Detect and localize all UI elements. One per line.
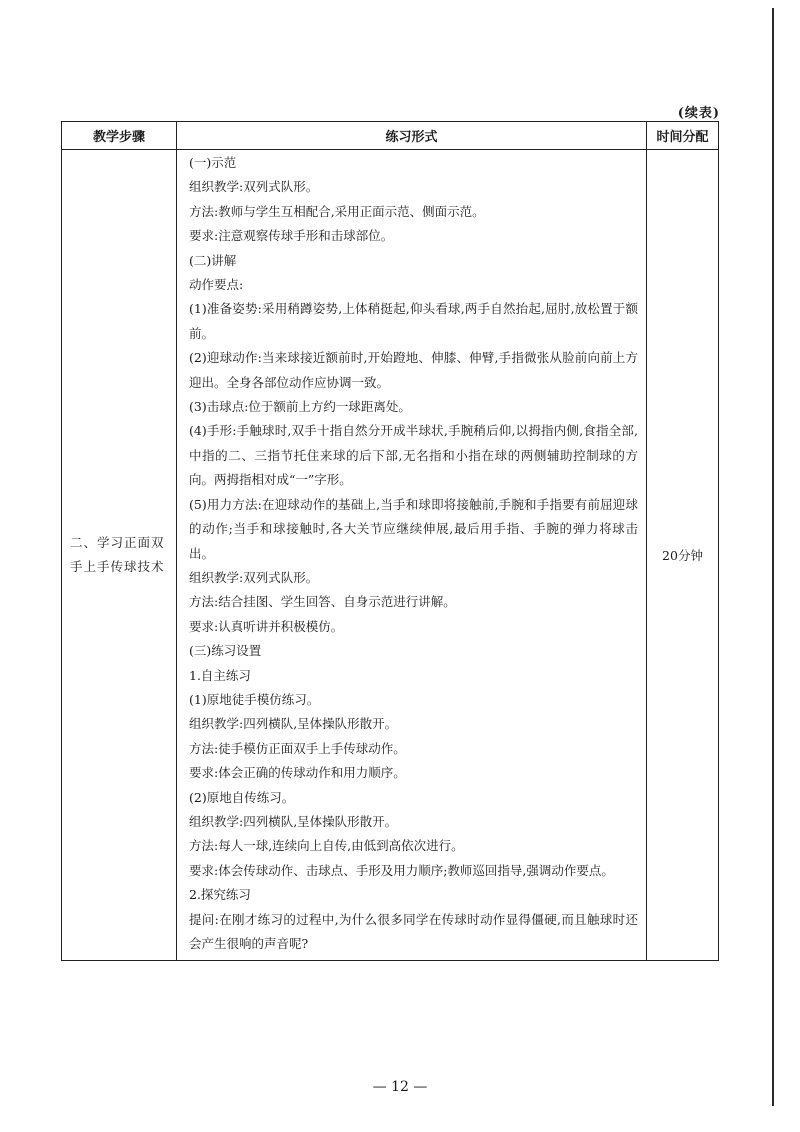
content-paragraph: 要求:体会传球动作、击球点、手形及用力顺序;教师巡回指导,强调动作要点。 [189,862,614,878]
content-paragraph: (5)用力方法:在迎球动作的基础上,当手和球即将接触前,手腕和手指要有前屈迎球的动作;当手和球接触时,各大关节应继续伸展,最后用手指、手腕的弹力将球击出。 [189,496,638,561]
content-line: 方法:每人一球,连续向上自传,由低到高依次进行。 [189,838,464,854]
content-line: 方法:徒手模仿正面双手上手传球动作。 [189,740,406,756]
page-edge-line [772,8,774,1106]
content-paragraph: (1)准备姿势:采用稍蹲姿势,上体稍挺起,仰头看球,两手自然抬起,屈肘,放松置于额前。 [189,301,638,341]
content-line: (3)击球点:位于额前上方约一球距离处。 [189,399,411,415]
content-line: 组织教学:双列式队形。 [189,569,319,585]
section-heading: (三)练习设置 [189,643,262,659]
page-number: — 12 — [372,1079,428,1095]
lesson-table [61,121,719,961]
content-line: (1)原地徒手模仿练习。 [189,691,320,707]
header-teaching-step: 教学步骤 [62,122,177,150]
practice-form-cell [177,150,647,961]
content-line: 要求:体会正确的传球动作和用力顺序。 [189,765,406,781]
teaching-step-cell: 二、学习正面双手上手传球技术 [62,150,177,961]
sub-heading: 2.探究练习 [189,887,251,903]
table-header-row [62,122,719,150]
section-heading: (二)讲解 [189,252,237,268]
content-line: (2)原地自传练习。 [189,789,295,805]
section-heading: (一)示范 [189,155,237,170]
content-line: 动作要点: [189,277,244,293]
sub-heading: 1.自主练习 [189,667,251,683]
content-paragraph: (4)手形:手触球时,双手十指自然分开成半球状,手腕稍后仰,以拇指内侧,食指全部,中指的二、三指节托住来球的后下部,无名指和小指在球的两侧辅助控制球的方向。两拇指相对成“一”字形。 [189,423,638,488]
content-line: 要求:注意观察传球手形和击球部位。 [189,228,394,244]
content-paragraph: (2)迎球动作:当来球接近额前时,开始蹬地、伸膝、伸臂,手指微张从脸前向前上方迎出。全身各部位动作应协调一致。 [189,350,638,390]
content-paragraph: 提问:在刚才练习的过程中,为什么很多同学在传球时动作显得僵硬,而且触球时还会产生很响的声音呢? [189,911,638,951]
content-line: 组织教学:四列横队,呈体操队形散开。 [189,716,398,732]
header-practice-form: 练习形式 [177,122,647,150]
header-time-allocation: 时间分配 [647,122,719,150]
table-row [62,150,719,961]
content-line: 组织教学:四列横队,呈体操队形散开。 [189,813,398,829]
time-allocation-cell: 20分钟 [647,150,719,961]
continued-label: (续表) [677,106,720,121]
content-line: 方法:结合挂图、学生回答、自身示范进行讲解。 [189,594,456,610]
content-line: 组织教学:双列式队形。 [189,179,319,195]
content-line: 方法:教师与学生互相配合,采用正面示范、侧面示范。 [189,203,485,219]
content-line: 要求:认真听讲并积极模仿。 [189,618,344,634]
